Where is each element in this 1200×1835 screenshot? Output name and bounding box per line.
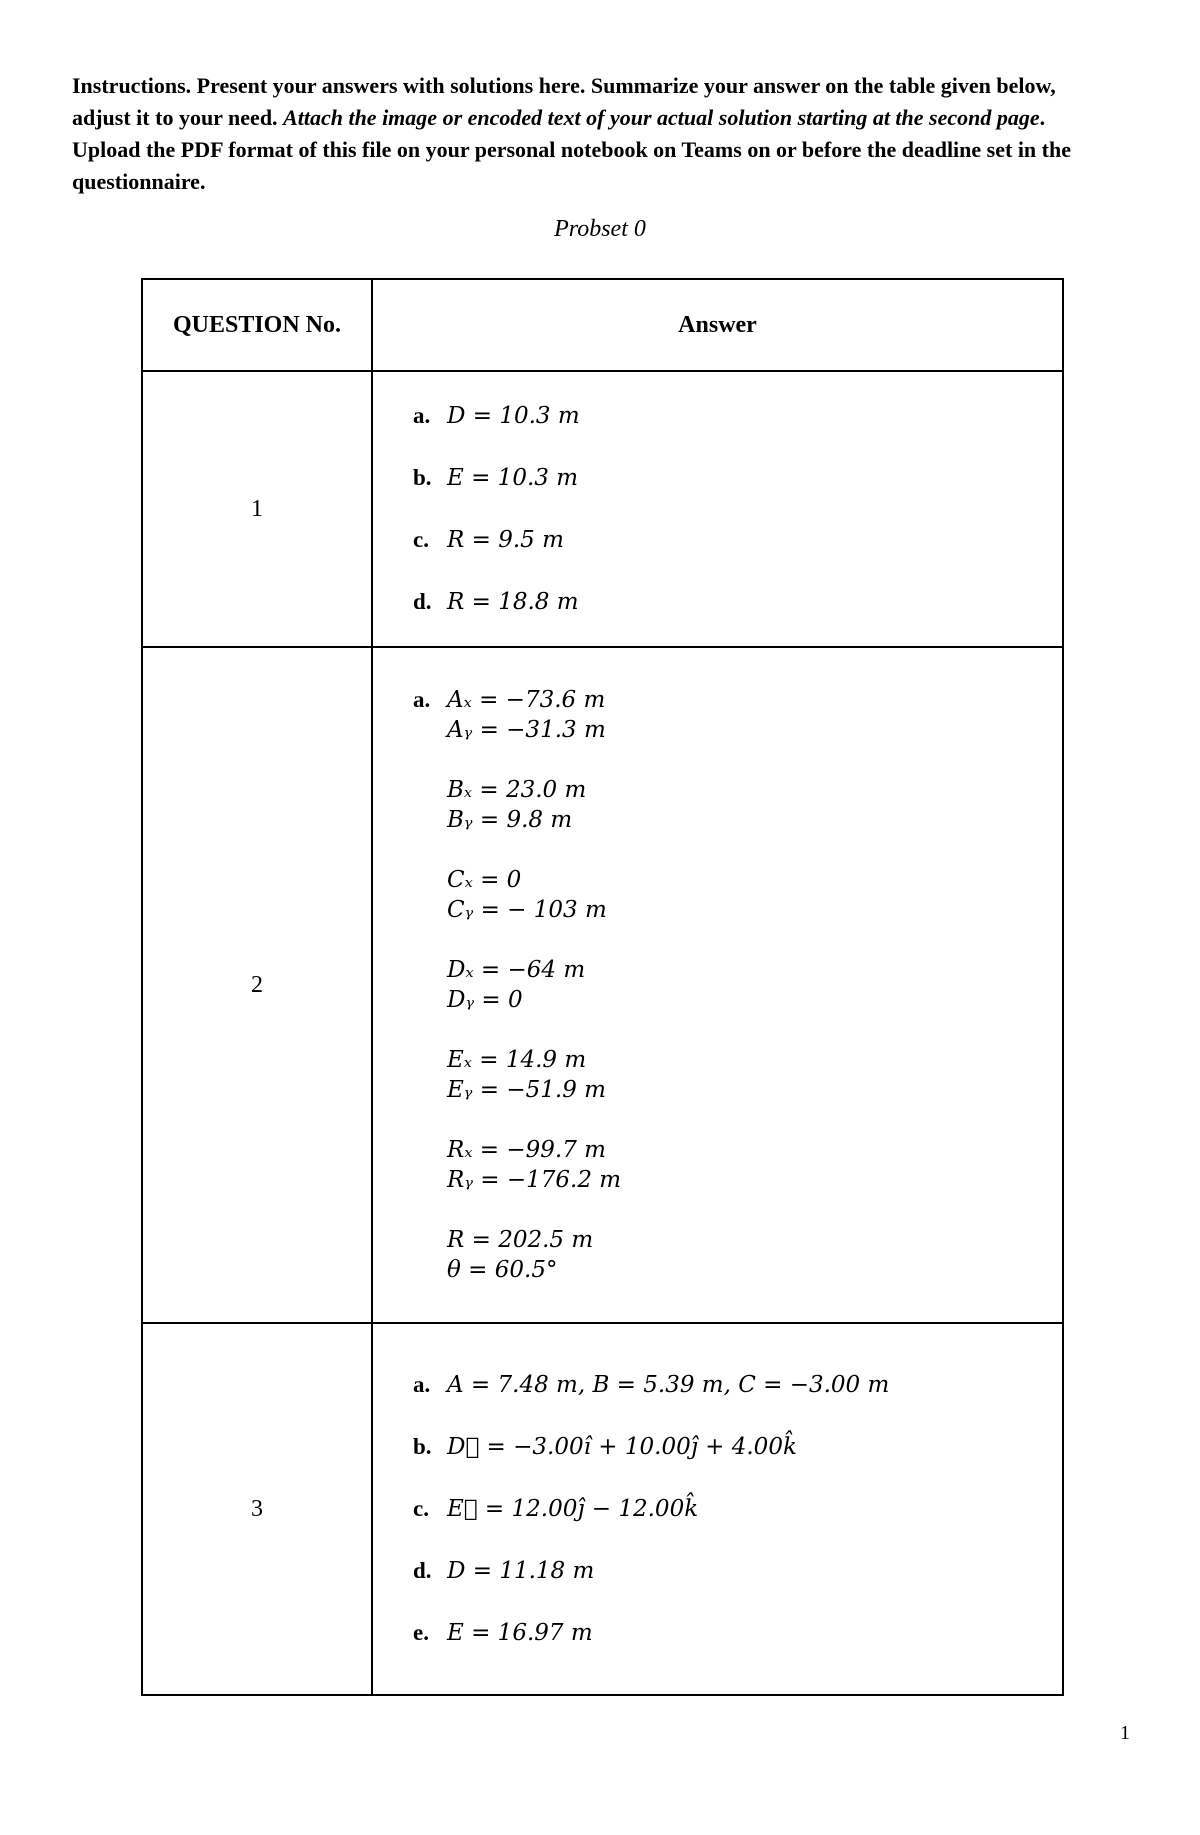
answer-value: D = 10.3 m — [447, 403, 580, 429]
answer-line — [447, 1135, 1062, 1165]
answer-line — [413, 1540, 1062, 1602]
answer-value: Rᵧ = −176.2 m — [447, 1167, 622, 1193]
answer-line — [447, 895, 1062, 925]
answer-label: e. — [413, 1620, 429, 1645]
answer-value: D = 11.18 m — [447, 1558, 595, 1584]
answer-line — [447, 1045, 1062, 1075]
answer-label: d. — [413, 589, 432, 614]
question-number: 2 — [142, 647, 372, 1323]
page-number: 1 — [1120, 1722, 1130, 1744]
answer-value: R = 18.8 m — [447, 589, 579, 615]
answer-line — [413, 447, 1062, 509]
instructions-paragraph — [72, 70, 1112, 198]
answer-value: A = 7.48 m, B = 5.39 m, C = −3.00 m — [447, 1372, 890, 1398]
answer-value: E = 16.97 m — [447, 1620, 593, 1646]
answer-label: d. — [413, 1558, 432, 1583]
header-question-no: QUESTION No. — [142, 279, 372, 371]
answer-value: Dᵧ = 0 — [447, 987, 523, 1013]
question-number: 3 — [142, 1323, 372, 1695]
answer-line — [413, 1478, 1062, 1540]
answer-value: Cₓ = 0 — [447, 867, 522, 893]
answer-line — [447, 1225, 1062, 1255]
component-group — [413, 1135, 1062, 1195]
answer-label: c. — [413, 527, 429, 552]
answer-line — [413, 571, 1062, 633]
answer-value: Bᵧ = 9.8 m — [447, 807, 573, 833]
answer-line — [413, 1602, 1062, 1664]
table-header-row — [142, 279, 1063, 371]
answer-value: Eᵧ = −51.9 m — [447, 1077, 606, 1103]
answer-line — [447, 775, 1062, 805]
answer-label: b. — [413, 465, 432, 490]
answer-value: R = 202.5 m — [447, 1227, 594, 1253]
answer-value: E⃗ = 12.00ĵ − 12.00k̂ — [447, 1496, 699, 1522]
answer-line — [447, 805, 1062, 835]
answer-line — [447, 1075, 1062, 1105]
answer-value: Eₓ = 14.9 m — [447, 1047, 587, 1073]
component-group — [413, 1225, 1062, 1285]
answer-value: Aᵧ = −31.3 m — [447, 717, 606, 743]
component-group — [413, 1045, 1062, 1105]
answer-value: θ = 60.5° — [447, 1257, 558, 1283]
answer-value: Bₓ = 23.0 m — [447, 777, 587, 803]
answer-line — [447, 715, 1062, 745]
answer-line — [447, 1255, 1062, 1285]
instructions-italic-text: Attach the image or encoded text of your actual solution starting at the second page — [283, 105, 1040, 130]
answer-value: Dₓ = −64 m — [447, 957, 586, 983]
answer-line — [413, 1354, 1062, 1416]
answer-cell — [372, 1323, 1063, 1695]
answer-value: D⃗ = −3.00î + 10.00ĵ + 4.00k̂ — [447, 1434, 797, 1460]
answer-value: Rₓ = −99.7 m — [447, 1137, 606, 1163]
answer-label: a. — [413, 1372, 431, 1397]
answer-line — [447, 865, 1062, 895]
answer-label: b. — [413, 1434, 432, 1459]
answer-value: Cᵧ = − 103 m — [447, 897, 607, 923]
answer-line — [413, 685, 1062, 715]
answer-line — [413, 385, 1062, 447]
answer-value: Aₓ = −73.6 m — [447, 687, 606, 713]
header-answer: Answer — [372, 279, 1063, 371]
question-number: 1 — [142, 371, 372, 647]
table-row — [142, 1323, 1063, 1695]
answer-line — [447, 1165, 1062, 1195]
component-group — [413, 865, 1062, 925]
instructions-text-end: . Upload the PDF format of this file on your personal notebook on Teams on or before the deadline set in the questionnaire. — [72, 105, 1071, 194]
answer-line — [447, 985, 1062, 1015]
answer-value: E = 10.3 m — [447, 465, 579, 491]
answer-label: a. — [413, 403, 431, 428]
answer-label: a. — [413, 687, 431, 712]
table-row — [142, 371, 1063, 647]
answer-line — [413, 1416, 1062, 1478]
table-row — [142, 647, 1063, 1323]
component-group — [413, 955, 1062, 1015]
component-group — [413, 775, 1062, 835]
answer-value: R = 9.5 m — [447, 527, 564, 553]
answer-line — [447, 955, 1062, 985]
page-title: Probset 0 — [554, 216, 646, 242]
answer-cell — [372, 647, 1063, 1323]
answer-cell — [372, 371, 1063, 647]
answer-line — [413, 509, 1062, 571]
component-group — [413, 685, 1062, 745]
answer-label: c. — [413, 1496, 429, 1521]
instructions-text: Instructions. Present your answers with solutions here. Summarize your answer on the table given below, adjust it to your need. — [72, 73, 1056, 130]
answer-table — [141, 278, 1064, 1696]
